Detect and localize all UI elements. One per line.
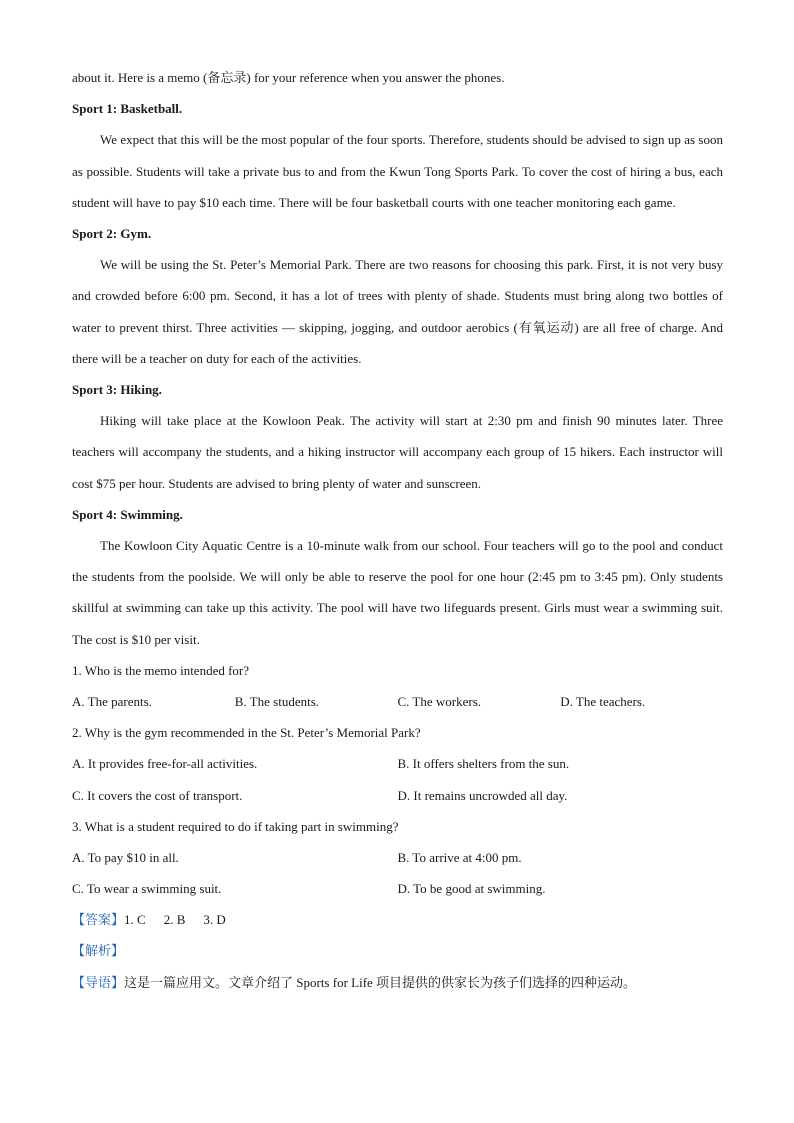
question-3-option-c: C. To wear a swimming suit. bbox=[72, 881, 222, 897]
sport-2-heading: Sport 2: Gym. bbox=[72, 225, 152, 241]
question-2-option-d: D. It remains uncrowded all day. bbox=[397, 787, 568, 803]
question-1-option-a: A. The parents. bbox=[72, 693, 152, 709]
analysis-tag: 【解析】 bbox=[72, 943, 125, 959]
question-3-options-row-1 bbox=[72, 842, 723, 873]
question-1-option-c: C. The workers. bbox=[397, 693, 482, 709]
question-1-option-b: B. The students. bbox=[234, 693, 320, 709]
question-2-stem: 2. Why is the gym recommended in the St. Peter’s Memorial Park? bbox=[72, 725, 421, 741]
document-page bbox=[72, 62, 723, 998]
question-1-stem: 1. Who is the memo intended for? bbox=[72, 662, 250, 678]
sport-3-paragraph: Hiking will take place at the Kowloon Peak. The activity will start at 2:30 pm and finish 90 minutes later. Three teachers will accompany the students, and a hiking instructor will accompany each group of 15 hikers. Each instructor will cost $75 per hour. Students are advised to bring plenty of water and sunscreen. bbox=[72, 413, 723, 491]
guide-row bbox=[72, 967, 723, 998]
guide-text: 这是一篇应用文。文章介绍了 Sports for Life 项目提供的供家长为孩子们选择的四种运动。 bbox=[124, 974, 637, 990]
analysis-row bbox=[72, 935, 723, 966]
question-3-options-row-2 bbox=[72, 873, 723, 904]
question-1-option-d: D. The teachers. bbox=[560, 693, 646, 709]
guide-tag: 【导语】 bbox=[72, 974, 125, 990]
question-2-option-b: B. It offers shelters from the sun. bbox=[397, 756, 570, 772]
question-1-options bbox=[72, 686, 723, 717]
question-3-option-a: A. To pay $10 in all. bbox=[72, 849, 179, 865]
answer-row bbox=[72, 904, 723, 935]
sport-4-paragraph: The Kowloon City Aquatic Centre is a 10-minute walk from our school. Four teachers will go to the pool and conduct the students from the poolside. We will only be able to reserve the pool for one hour (2:45 pm to 3:45 pm). Only students skillful at swimming can take up this activity. The pool will have two lifeguards present. Girls must wear a swimming suit. The cost is $10 per visit. bbox=[72, 537, 723, 647]
answer-item-3: 3. D bbox=[203, 912, 226, 928]
question-2-option-c: C. It covers the cost of transport. bbox=[72, 787, 243, 803]
sport-2-paragraph: We will be using the St. Peter’s Memorial Park. There are two reasons for choosing this park. First, it is not very busy and crowded before 6:00 pm. Second, it has a lot of trees with plenty of shade. Students must bring along two bottles of water to prevent thirst. Three activities — skipping, jogging, and outdoor aerobics (有氧运动) are all free of charge. And there will be a teacher on duty for each of the activities. bbox=[72, 257, 723, 366]
question-2-option-a: A. It provides free-for-all activities. bbox=[72, 756, 258, 772]
sport-1-heading: Sport 1: Basketball. bbox=[72, 101, 183, 117]
question-3-stem: 3. What is a student required to do if taking part in swimming? bbox=[72, 818, 399, 834]
question-2-options-row-2 bbox=[72, 780, 723, 811]
question-3-option-d: D. To be good at swimming. bbox=[397, 881, 546, 897]
question-2-options-row-1 bbox=[72, 748, 723, 779]
answer-item-1: 1. C bbox=[124, 912, 146, 928]
answer-tag: 【答案】 bbox=[72, 912, 125, 928]
intro-line: about it. Here is a memo (备忘录) for your reference when you answer the phones. bbox=[72, 70, 505, 85]
sport-4-heading: Sport 4: Swimming. bbox=[72, 506, 183, 522]
question-3-option-b: B. To arrive at 4:00 pm. bbox=[397, 849, 522, 865]
sport-3-heading: Sport 3: Hiking. bbox=[72, 381, 162, 397]
sport-1-paragraph: We expect that this will be the most popular of the four sports. Therefore, students should be advised to sign up as soon as possible. Students will take a private bus to and from the Kwun Tong Sports Park. To cover the cost of hiring a bus, each student will have to pay $10 each time. There will be four basketball courts with one teacher monitoring each game. bbox=[72, 132, 723, 210]
answer-item-2: 2. B bbox=[163, 912, 186, 928]
